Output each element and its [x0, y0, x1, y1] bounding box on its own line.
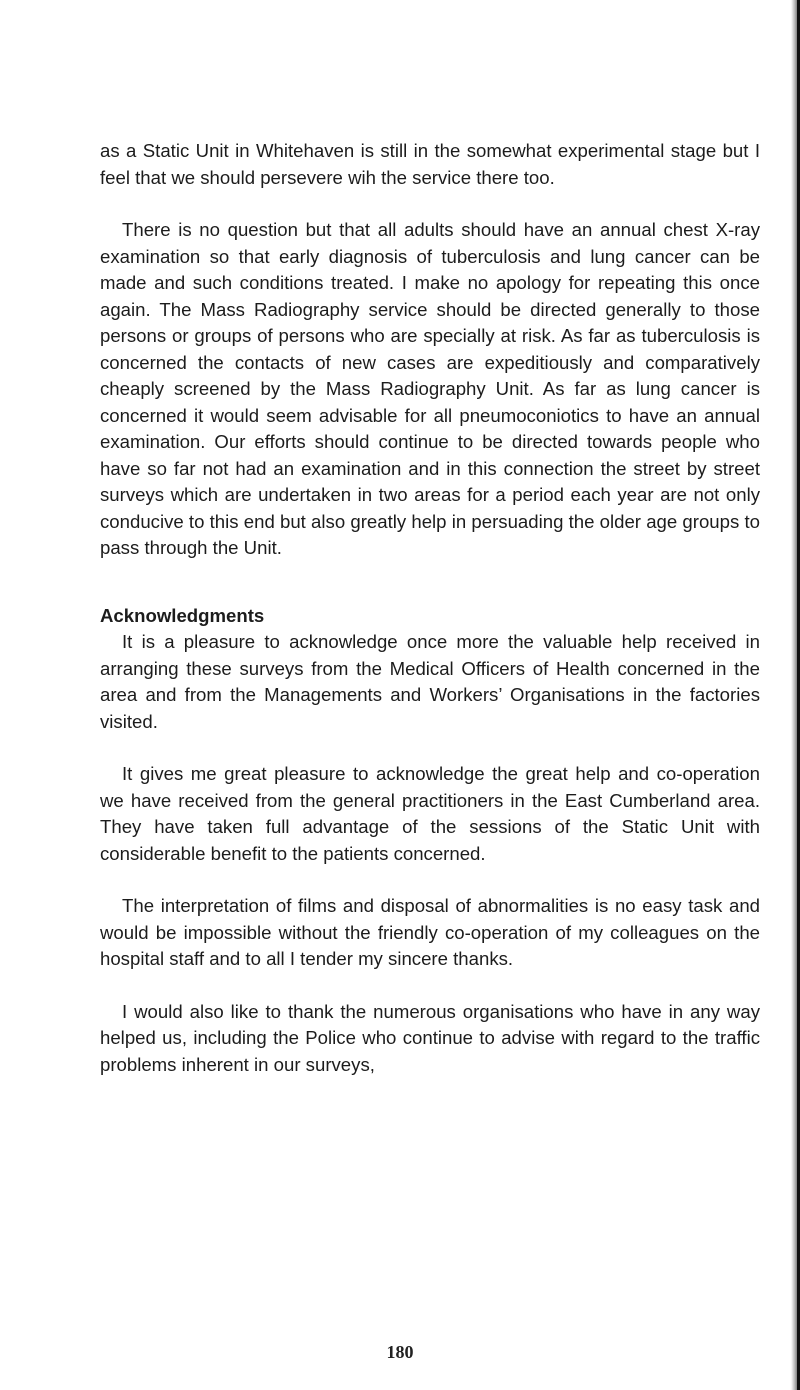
paragraph-interpretation-films: The interpretation of films and disposal of abnormalities is no easy task and would be impossible without the friendly co-operation of my colleagues on the hospital staff and to all I tender my sincere thanks.	[100, 895, 760, 969]
paragraph-annual-xray: There is no question but that all adults should have an annual chest X-ray examination so that early diagnosis of tuberculosis and lung cancer can be made and such conditions treated. I make no apology for repeating this once again. The Mass Radiography service should be directed generally to those persons or groups of persons who are specially at risk. As far as tuberculosis is concerned the contacts of new cases are expeditiously and comparatively cheaply screened by the Mass Radiography Unit. As far as lung cancer is concerned it would seem advisable for all pneumoconiotics to have an annual examination. Our efforts should continue to be directed towards people who have so far not had an examination and in this connection the street by street surveys which are undertaken in two areas for a period each year are not only conducive to this end but also greatly help in persuading the older age groups to pass through the Unit.	[100, 219, 760, 558]
paragraph-thank-organisations: I would also like to thank the numerous organisations who have in any way helped us, including the Police who continue to advise with regard to the traffic problems inherent in our surveys,	[100, 1000, 760, 1075]
paragraph-general-practitioners: It gives me great pleasure to acknowledge the great help and co-operation we have received from the general practitioners in the East Cumberland area. They have taken full advantage of the sessions of the Static Unit with considerable benefit to the patients concerned.	[100, 763, 760, 864]
paragraph-acknowledge-medical-officers: It is a pleasure to acknowledge once more the valuable help received in arranging these surveys from the Medical Officers of Health concerned in the area and from the Managements and Workers’ Organisations in the factories visited.	[100, 631, 760, 732]
section-heading-acknowledgments: Acknowledgments	[100, 604, 265, 626]
document-body	[100, 138, 760, 1078]
paragraph-continuation: as a Static Unit in Whitehaven is still in the somewhat experimental stage but I feel that we should persevere wih the service there too.	[100, 140, 760, 188]
page-number: 180	[386, 1342, 414, 1362]
